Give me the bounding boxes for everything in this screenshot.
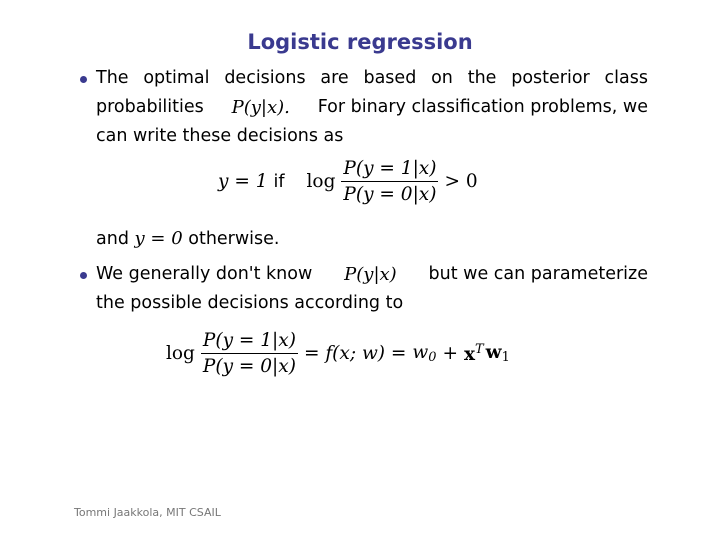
eq1-lhs: y = 1 — [218, 171, 268, 192]
otherwise-math: y = 0 — [134, 228, 183, 249]
eq2-denominator: P(y = 0|x) — [201, 353, 298, 377]
eq2-w0 — [412, 342, 436, 365]
bullet-2-line-1 — [96, 260, 648, 289]
eq2-x-symbol: x — [463, 344, 476, 366]
eq1-fraction — [341, 158, 438, 205]
otherwise-suffix: otherwise. — [188, 229, 280, 249]
eq2-transpose: T — [475, 341, 484, 357]
slide-title: Logistic regression — [247, 30, 473, 54]
eq2-numerator: P(y = 1|x) — [202, 330, 296, 351]
eq2-plus: + — [442, 343, 458, 364]
bullet-1-line-2-suffix: For binary classification problems, we — [317, 97, 648, 117]
otherwise-line — [96, 224, 648, 254]
bullet-1-text — [96, 64, 648, 151]
otherwise-prefix: and — [96, 229, 129, 249]
eq2-fraction — [201, 330, 298, 377]
bullet-1-line-2 — [96, 93, 648, 122]
posterior-math: P(y|x). — [231, 97, 290, 118]
eq1-numerator: P(y = 1|x) — [343, 158, 437, 179]
bullet-1-line-1: The optimal decisions are based on the posterior class — [96, 68, 648, 88]
eq1-log: log — [306, 171, 336, 192]
eq2-w1-subscript: 1 — [501, 350, 510, 366]
bullet-1-line-2-prefix: probabilities — [96, 97, 204, 117]
decision-equation — [218, 158, 478, 205]
eq2-w0-symbol: w — [412, 341, 429, 363]
eq2-function: = f(x; w) = — [303, 343, 407, 364]
bullet-2-line-1-prefix: We generally don't know — [96, 264, 313, 284]
eq2-x — [464, 342, 484, 365]
eq2-w0-subscript: 0 — [428, 350, 437, 366]
eq2-w1-symbol: w — [485, 341, 502, 363]
slide-footer: Tommi Jaakkola, MIT CSAIL — [74, 506, 221, 519]
bullet-2-line-2: the possible decisions according to — [96, 293, 404, 313]
eq2-log: log — [166, 343, 195, 364]
unknown-posterior-math: P(y|x) — [344, 264, 397, 285]
eq1-if: if — [273, 171, 285, 192]
logistic-model-equation — [166, 330, 510, 377]
eq2-w1 — [486, 342, 510, 365]
eq1-rhs: > 0 — [444, 171, 478, 192]
eq1-denominator: P(y = 0|x) — [341, 181, 438, 205]
bullet-2-text — [96, 260, 648, 318]
bullet-1-line-3: can write these decisions as — [96, 126, 344, 146]
bullet-point-1 — [80, 76, 87, 83]
bullet-point-2 — [80, 272, 87, 279]
bullet-2-line-1-suffix: but we can parameterize — [428, 264, 648, 284]
